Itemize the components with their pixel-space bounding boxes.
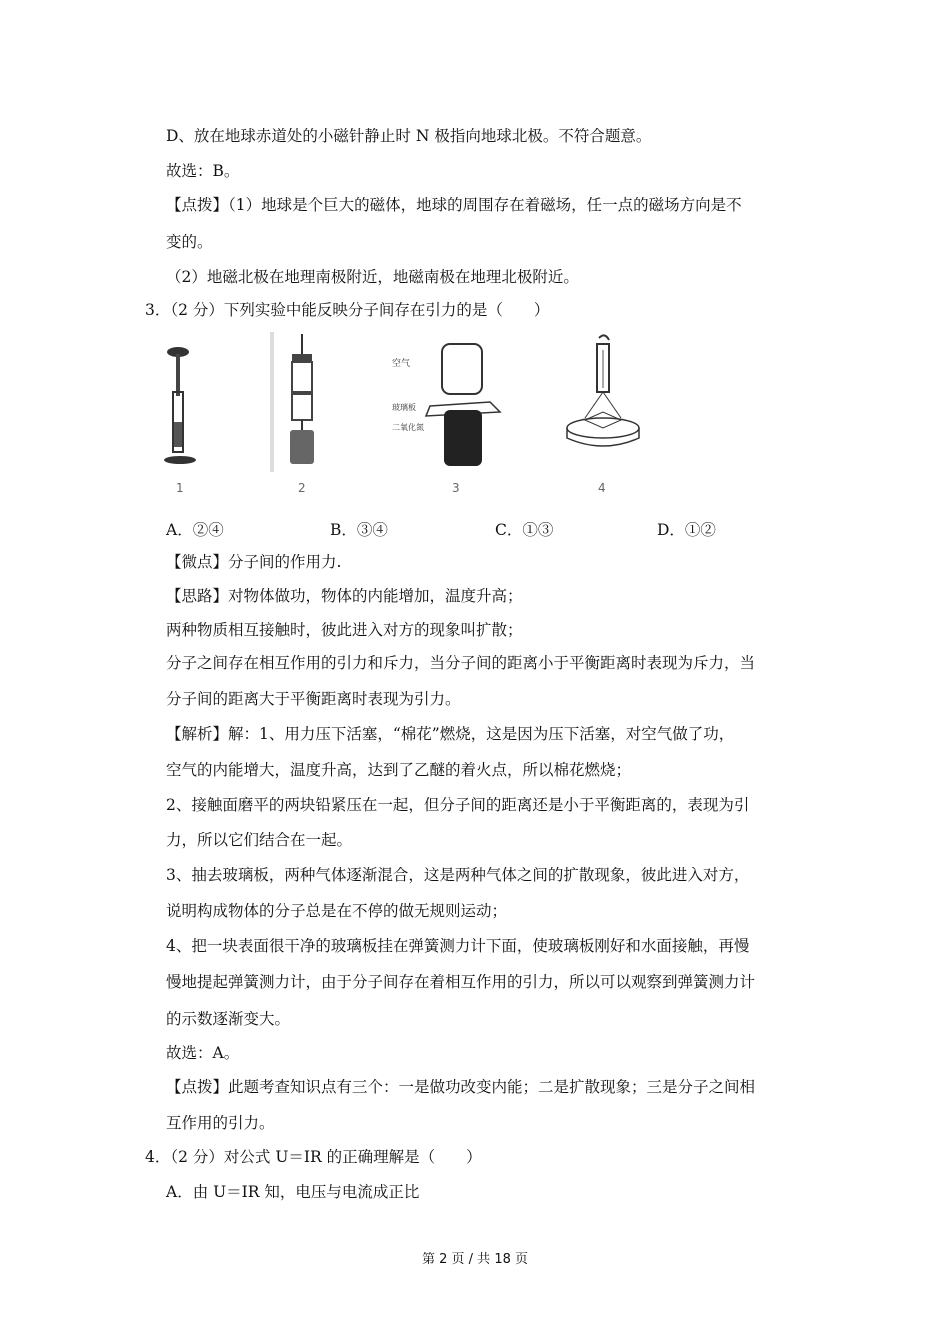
figure-spring-scale-icon (565, 332, 665, 472)
question-4: 4．（2 分）对公式 U＝IR 的正确理解是（ ） (145, 1148, 482, 1166)
text-line: 4、把一块表面很干净的玻璃板挂在弹簧测力计下面，使玻璃板刚好和水面接触，再慢 (166, 937, 750, 955)
figure-gas-diffusion-icon (390, 332, 510, 472)
figure-piston-icon (160, 332, 230, 472)
text-line: 两种物质相互接触时，彼此进入对方的现象叫扩散； (166, 621, 523, 639)
option-a: A．②④ (166, 521, 224, 539)
text-line: 【点拨】此题考查知识点有三个：一是做功改变内能；二是扩散现象；三是分子之间相 (166, 1078, 756, 1096)
gas-label: 二氧化氮 (392, 423, 424, 432)
option-c: C．①③ (495, 521, 554, 539)
figure-lead-blocks-icon (262, 332, 332, 472)
figure-label-2: 2 (298, 481, 306, 495)
page-footer: 第 2 页 / 共 18 页 (422, 1252, 528, 1267)
text-line: 力，所以它们结合在一起。 (166, 831, 353, 849)
text-line: 空气的内能增大，温度升高，达到了乙醚的着火点，所以棉花燃烧； (166, 761, 632, 779)
text-line: 3、抽去玻璃板，两种气体逐渐混合，这是两种气体之间的扩散现象，彼此进入对方， (166, 866, 750, 884)
text-line: 分子之间存在相互作用的引力和斥力，当分子间的距离小于平衡距离时表现为斥力，当 (166, 654, 756, 672)
figure-label-1: 1 (176, 481, 184, 495)
text-line: 【解析】解：1、用力压下活塞，“棉花”燃烧，这是因为压下活塞，对空气做了功， (166, 725, 735, 743)
text-line: （2）地磁北极在地理南极附近，地磁南极在地理北极附近。 (166, 268, 579, 286)
text-line: 【思路】对物体做功，物体的内能增加，温度升高； (166, 587, 523, 605)
text-line: 2、接触面磨平的两块铅紧压在一起，但分子间的距离还是小于平衡距离的，表现为引 (166, 796, 750, 814)
option-b: B．③④ (330, 521, 388, 539)
text-line: 故选：A。 (166, 1044, 240, 1062)
text-line: 【微点】分子间的作用力. (166, 553, 342, 571)
text-line: 慢地提起弹簧测力计，由于分子间存在着相互作用的引力，所以可以观察到弹簧测力计 (166, 973, 756, 991)
text-line: 变的。 (166, 233, 213, 251)
text-line: 的示数逐渐变大。 (166, 1010, 291, 1028)
text-line: D、放在地球赤道处的小磁针静止时 N 极指向地球北极。不符合题意。 (166, 127, 652, 145)
figure-label-4: 4 (598, 481, 606, 495)
question-3: 3．（2 分）下列实验中能反映分子间存在引力的是（ ） (145, 301, 550, 319)
text-line: 分子间的距离大于平衡距离时表现为引力。 (166, 690, 461, 708)
figure-label-3: 3 (452, 481, 460, 495)
text-line: 【点拨】（1）地球是个巨大的磁体，地球的周围存在着磁场，任一点的磁场方向是不 (166, 196, 742, 214)
text-line: 说明构成物体的分子总是在不停的做无规则运动； (166, 902, 508, 920)
air-label: 空气 (392, 359, 411, 369)
text-line: A．由 U＝IR 知，电压与电流成正比 (166, 1183, 420, 1201)
text-line: 互作用的引力。 (166, 1114, 275, 1132)
option-d: D．①② (657, 521, 716, 539)
glass-label: 玻璃板 (392, 403, 416, 412)
text-line: 故选：B。 (166, 162, 240, 180)
